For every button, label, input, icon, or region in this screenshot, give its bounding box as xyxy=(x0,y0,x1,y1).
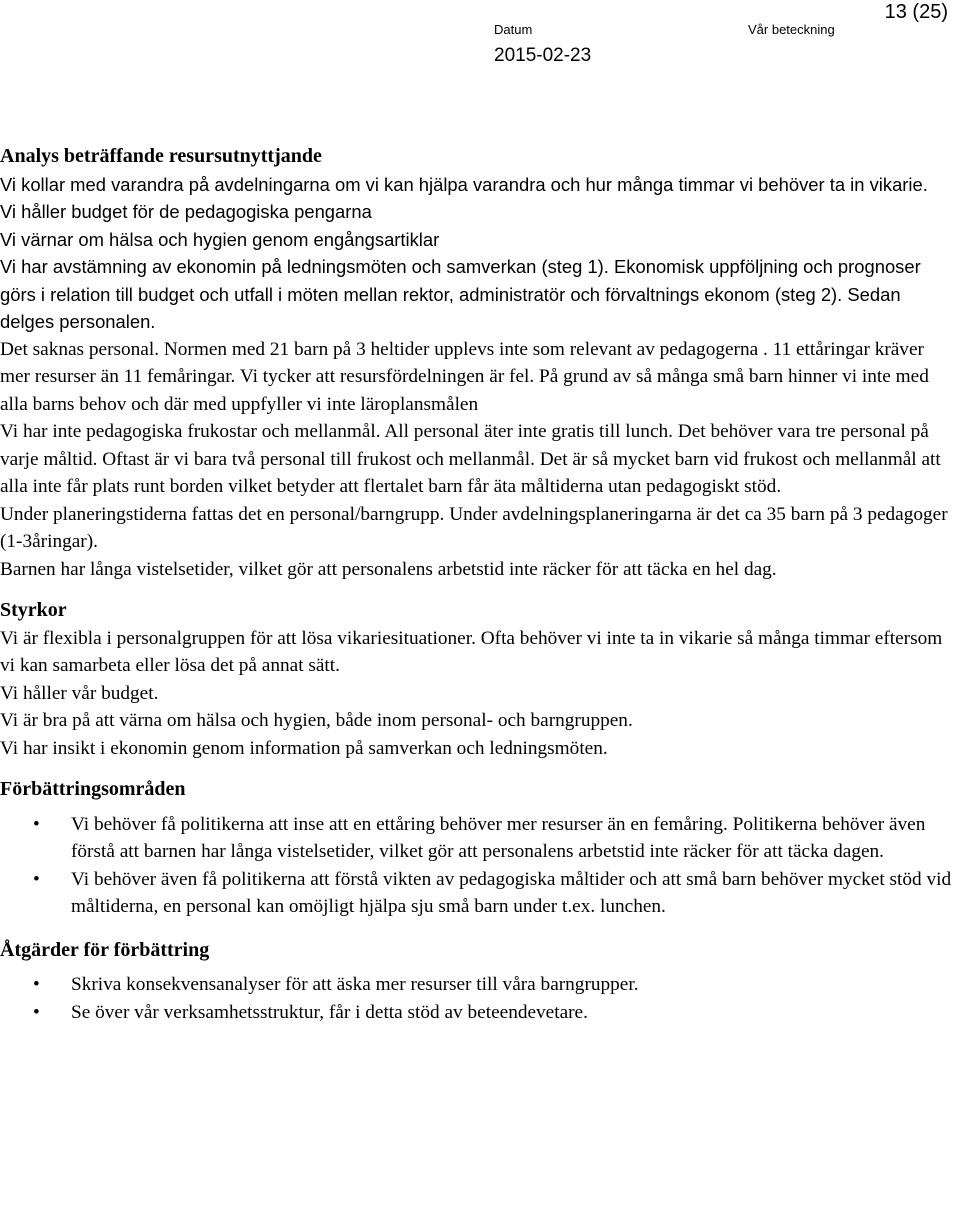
list-item: • Vi behöver även få politikerna att förstå vikten av pedagogiska måltider och att små barn behöver mycket stöd vid måltiderna, en personal kan omöjligt hjälpa sju små barn under t.ex. lunchen. xyxy=(0,866,958,921)
section-title-forbattringsomraden: Förbättringsområden xyxy=(0,778,186,800)
paragraph: Vi har insikt i ekonomin genom information på samverkan och ledningsmöten. xyxy=(0,737,608,759)
section-title-analys: Analys beträffande resursutnyttjande xyxy=(0,145,322,167)
paragraph: Barnen har långa vistelsetider, vilket gör att personalens arbetstid inte räcker för att täcka en hel dag. xyxy=(0,558,777,580)
bullet-icon: • xyxy=(33,813,40,835)
list-item: • Skriva konsekvensanalyser för att äska mer resurser till våra barngrupper. xyxy=(0,971,958,999)
date-label: Datum xyxy=(494,22,533,37)
paragraph: Vi håller budget för de pedagogiska pengarna xyxy=(0,201,372,222)
bullet-icon: • xyxy=(33,1001,40,1023)
document-body xyxy=(0,143,958,1026)
page-number: 13 (25) xyxy=(884,1,948,23)
list-item: • Se över vår verksamhetsstruktur, får i detta stöd av beteendevetare. xyxy=(0,999,958,1027)
date-value: 2015-02-23 xyxy=(494,45,592,66)
paragraph: Vi håller vår budget. xyxy=(0,682,159,704)
section-title-styrkor: Styrkor xyxy=(0,599,67,621)
bullet-icon: • xyxy=(33,974,40,995)
paragraph: Vi är bra på att värna om hälsa och hygien, både inom personal- och barngruppen. xyxy=(0,710,633,731)
action-list xyxy=(0,971,958,1026)
bullet-icon: • xyxy=(33,868,40,890)
paragraph: Under planeringstiderna fattas det en personal/barngrupp. Under avdelningsplaneringarna är det ca 35 barn på 3 pedagoger (1-3åringar). xyxy=(0,503,948,552)
paragraph: Vi är flexibla i personalgruppen för att lösa vikariesituationer. Ofta behöver vi inte ta in vikarie så många timmar eftersom vi kan samarbeta eller lösa det på annat sätt. xyxy=(0,627,943,676)
section-title-atgarder: Åtgärder för förbättring xyxy=(0,938,210,961)
paragraph: Vi kollar med varandra på avdelningarna om vi kan hjälpa varandra och hur många timmar vi behöver ta in vikarie. xyxy=(0,173,928,195)
list-item: • Vi behöver få politikerna att inse att en ettåring behöver mer resurser än en femåring. Politikerna behöver även förstå att barnen har långa vistelsetider, vilket gör att personalens arbetstid inte räcker för att täcka dagen. xyxy=(0,811,958,866)
paragraph: Vi har avstämning av ekonomin på ledningsmöten och samverkan (steg 1). Ekonomisk uppföljning och prognoser görs i relation till budget och utfall i möten mellan rektor, administratör och förvaltnings ekonom (steg 2). Sedan delges personalen. xyxy=(0,256,921,332)
improvement-list xyxy=(0,811,958,921)
paragraph: Det saknas personal. Normen med 21 barn på 3 heltider upplevs inte som relevant av pedagogerna . 11 ettåringar kräver mer resurser än 11 femåringar. Vi tycker att resursfördelningen är fel. På grund av så många små barn hinner vi inte med alla barns behov och där med uppfyller vi inte läroplansmålen xyxy=(0,338,929,415)
paragraph: Vi har inte pedagogiska frukostar och mellanmål. All personal äter inte gratis till lunch. Det behöver vara tre personal på varje måltid. Oftast är vi bara två personal till frukost och mellanmål. Det är så mycket barn vid frukost och mellanmål att alla inte får plats runt borden vilket betyder att flertalet barn får äta måltiderna utan pedagogiskt stöd. xyxy=(0,421,941,497)
reference-label: Vår beteckning xyxy=(748,22,835,37)
paragraph: Vi värnar om hälsa och hygien genom engångsartiklar xyxy=(0,228,440,250)
